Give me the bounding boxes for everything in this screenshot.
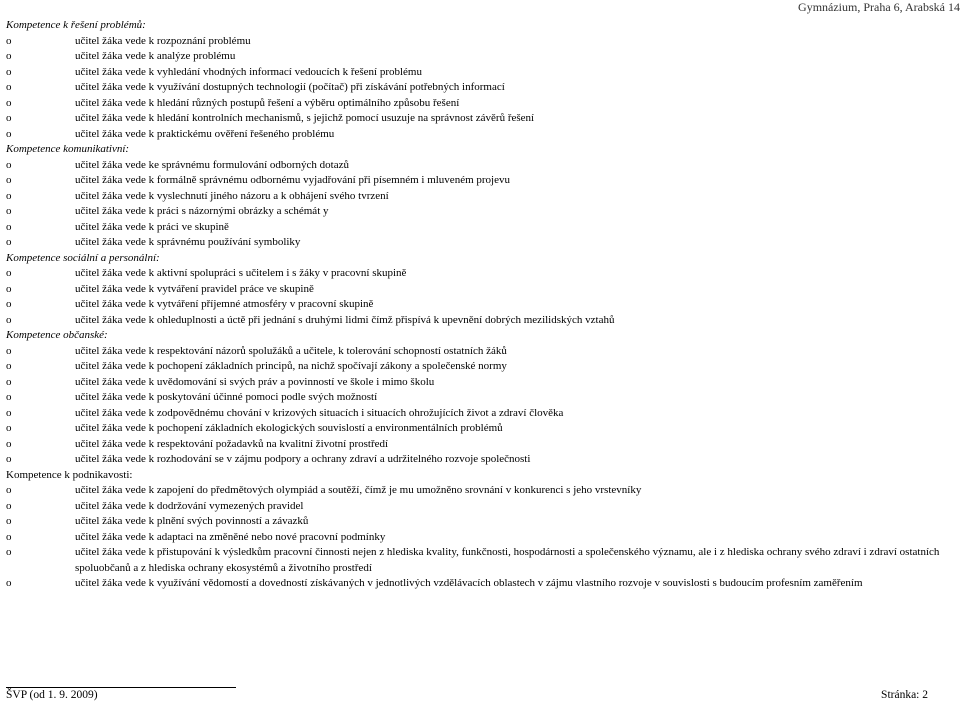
bullet-icon: o: [6, 344, 12, 357]
list-item: [6, 173, 958, 189]
list-item: [6, 111, 958, 127]
list-item: [6, 189, 958, 205]
bullet-icon: o: [6, 360, 12, 372]
bullet-icon: o: [6, 282, 12, 295]
list-item: [6, 297, 958, 313]
list-item-text: učitel žáka vede k hledání kontrolních mechanismů, s jejichž pomocí usuzuje na správnost závěrů řešení: [75, 112, 535, 124]
list-item: [6, 204, 958, 220]
list-item: [6, 80, 958, 96]
list-item-text: učitel žáka vede k vytváření příjemné atmosféry v pracovní skupině: [75, 298, 374, 310]
list-item: [6, 220, 958, 236]
list-item-text: učitel žáka vede k přistupování k výsledkům pracovní činnosti nejen z hlediska kvality, funkčnosti, hospodárnosti a společenského významu, ale i z hlediska ochrany svého zdraví i zdraví ostatních spoluobčanů a z hlediska ochrany ekosystémů a životního prostředí: [75, 546, 940, 574]
bullet-icon: o: [6, 577, 12, 589]
bullet-icon: o: [6, 546, 12, 558]
list-item-text: učitel žáka vede k ohleduplnosti a úctě při jednání s druhými lidmi čímž přispívá k upevnění dobrých mezilidských vztahů: [75, 313, 615, 326]
bullet-icon: o: [6, 391, 12, 403]
bullet-icon: o: [6, 437, 12, 450]
footer-version: ŠVP (od 1. 9. 2009): [6, 689, 98, 701]
list-item-text: učitel žáka vede k práci s názornými obrázky a schémát y: [75, 205, 329, 217]
page-header-school: Gymnázium, Praha 6, Arabská 14: [798, 0, 960, 14]
list-item: [6, 421, 958, 437]
bullet-icon: o: [6, 174, 12, 186]
list-item-text: učitel žáka vede k využívání vědomostí a dovedností získávaných v jednotlivých vzdělávacích oblastech v zájmu vlastního rozvoje v souvislosti s budoucím profesním zaměřením: [75, 577, 863, 589]
list-item: [6, 483, 958, 499]
list-item-text: učitel žáka vede k rozhodování se v zájmu podpory a ochrany zdraví a udržitelného rozvoje společnosti: [75, 453, 531, 465]
list-item-text: učitel žáka vede k praktickému ověření řešeného problému: [75, 127, 335, 140]
bullet-icon: o: [6, 236, 12, 248]
list-item-text: učitel žáka vede k vyhledání vhodných informací vedoucích k řešení problému: [75, 65, 422, 78]
list-item-text: učitel žáka vede k práci ve skupině: [75, 220, 229, 233]
list-item: [6, 282, 958, 298]
list-item: [6, 390, 958, 406]
list-item: [6, 158, 958, 174]
list-item-text: učitel žáka vede k hledání různých postupů řešení a výběru optimálního způsobu řešení: [75, 96, 460, 109]
bullet-icon: o: [6, 499, 12, 512]
list-item: [6, 344, 958, 360]
bullet-icon: o: [6, 205, 12, 217]
list-item: [6, 49, 958, 65]
list-item: [6, 34, 958, 50]
list-item: [6, 437, 958, 453]
list-item: [6, 406, 958, 422]
list-item: [6, 452, 958, 468]
list-item: [6, 313, 958, 329]
list-item: [6, 375, 958, 391]
list-item: [6, 545, 958, 576]
bullet-icon: o: [6, 50, 12, 62]
section-title: Kompetence komunikativní:: [6, 143, 130, 155]
list-item-text: učitel žáka vede k pochopení základních ekologických souvislostí a environmentálních problémů: [75, 422, 503, 434]
bullet-icon: o: [6, 313, 12, 326]
bullet-icon: o: [6, 127, 12, 140]
section-list: [6, 34, 958, 143]
list-item-text: učitel žáka vede k plnění svých povinností a závazků: [75, 515, 309, 527]
bullet-icon: o: [6, 112, 12, 124]
bullet-icon: o: [6, 267, 12, 279]
section-title: Kompetence k řešení problémů:: [6, 19, 146, 31]
list-item: [6, 576, 958, 592]
bullet-icon: o: [6, 422, 12, 434]
list-item: [6, 65, 958, 81]
list-item-text: učitel žáka vede k poskytování účinné pomoci podle svých možností: [75, 391, 378, 403]
bullet-icon: o: [6, 375, 12, 388]
footer-page-number: Stránka: 2: [881, 689, 928, 701]
list-item: [6, 235, 958, 251]
list-item-text: učitel žáka vede k respektování názorů spolužáků a učitele, k tolerování schopností ostatních žáků: [75, 344, 507, 357]
bullet-icon: o: [6, 453, 12, 465]
bullet-icon: o: [6, 406, 12, 419]
bullet-icon: o: [6, 298, 12, 310]
list-item-text: učitel žáka vede k vytváření pravidel práce ve skupině: [75, 282, 314, 295]
bullet-icon: o: [6, 484, 12, 496]
bullet-icon: o: [6, 96, 12, 109]
section-list: [6, 266, 958, 328]
section-title: Kompetence sociální a personální:: [6, 251, 160, 264]
list-item-text: učitel žáka vede k vyslechnutí jiného názoru a k obhájení svého tvrzení: [75, 189, 389, 202]
bullet-icon: o: [6, 81, 12, 93]
section-list: [6, 483, 958, 592]
list-item-text: učitel žáka vede ke správnému formulování odborných dotazů: [75, 158, 349, 171]
document-body: [6, 18, 958, 592]
bullet-icon: o: [6, 158, 12, 171]
list-item-text: učitel žáka vede k správnému používání symboliky: [75, 236, 301, 248]
list-item-text: učitel žáka vede k dodržování vymezených pravidel: [75, 499, 304, 512]
bullet-icon: o: [6, 34, 12, 47]
bullet-icon: o: [6, 65, 12, 78]
section-list: [6, 158, 958, 251]
list-item: [6, 266, 958, 282]
list-item-text: učitel žáka vede k formálně správnému odbornému vyjadřování při písemném i mluveném projevu: [75, 174, 510, 186]
list-item: [6, 514, 958, 530]
list-item: [6, 359, 958, 375]
bullet-icon: o: [6, 189, 12, 202]
list-item-text: učitel žáka vede k pochopení základních principů, na nichž spočívají zákony a společenské normy: [75, 360, 507, 372]
list-item-text: učitel žáka vede k aktivní spolupráci s učitelem i s žáky v pracovní skupině: [75, 267, 407, 279]
list-item-text: učitel žáka vede k adaptaci na změněné nebo nové pracovní podmínky: [75, 530, 386, 543]
list-item: [6, 530, 958, 546]
bullet-icon: o: [6, 515, 12, 527]
list-item-text: učitel žáka vede k analýze problému: [75, 50, 236, 62]
section-title: Kompetence občanské:: [6, 329, 108, 341]
list-item-text: učitel žáka vede k zapojení do předmětových olympiád a soutěží, čímž je mu umožněno srovnání v konkurenci s jeho vrstevníky: [75, 484, 642, 496]
list-item-text: učitel žáka vede k využívání dostupných technologií (počítač) při získávání potřebných informací: [75, 81, 505, 93]
list-item-text: učitel žáka vede k rozpoznání problému: [75, 34, 251, 47]
list-item: [6, 96, 958, 112]
list-item-text: učitel žáka vede k respektování požadavků na kvalitní životní prostředí: [75, 437, 389, 450]
list-item: [6, 499, 958, 515]
list-item: [6, 127, 958, 143]
section-title: Kompetence k podnikavosti:: [6, 468, 133, 481]
bullet-icon: o: [6, 530, 12, 543]
list-item-text: učitel žáka vede k uvědomování si svých práv a povinností ve škole i mimo školu: [75, 375, 435, 388]
list-item-text: učitel žáka vede k zodpovědnému chování v krizových situacích i situacích ohrožujících život a zdraví člověka: [75, 406, 564, 419]
bullet-icon: o: [6, 220, 12, 233]
section-list: [6, 344, 958, 468]
